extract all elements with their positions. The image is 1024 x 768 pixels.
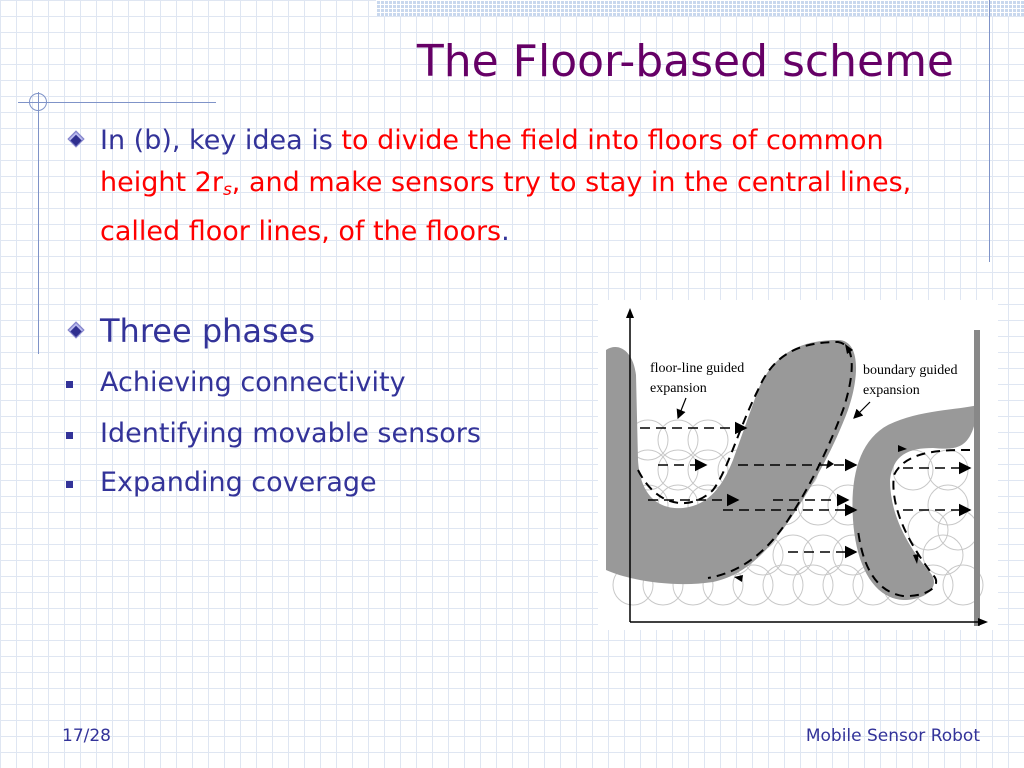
decorative-horizontal-line-left <box>18 102 216 103</box>
key-idea-highlight-1: to divide the field into floors of common height 2r <box>100 125 884 198</box>
decorative-vertical-line-left <box>38 92 39 354</box>
key-idea-intro: In (b), key idea is <box>100 125 342 156</box>
square-bullet-icon <box>66 432 73 439</box>
diamond-bullet-icon <box>68 322 85 339</box>
floor-line-label: floor-line guided expansion <box>650 361 745 396</box>
boundary-guided-label: boundary guided expansion <box>863 363 958 398</box>
floor-based-diagram <box>598 300 998 630</box>
right-boundary-shape <box>852 405 978 600</box>
y-axis-arrowhead <box>626 308 634 318</box>
x-axis-arrowhead <box>978 618 988 626</box>
phase-item: Achieving connectivity <box>100 367 406 398</box>
slide-title: The Floor-based scheme <box>416 36 954 87</box>
right-wall <box>974 330 980 626</box>
key-idea-highlight-2: , and make sensors try to stay in the central lines, called floor lines, of the floors <box>100 167 912 247</box>
header-pattern-band <box>376 0 1024 16</box>
square-bullet-icon <box>66 381 73 388</box>
square-bullet-icon <box>66 481 73 488</box>
key-idea-paragraph <box>100 120 960 253</box>
page-number: 17/28 <box>62 726 111 746</box>
key-idea-subscript: s <box>222 180 232 200</box>
footer-course-title: Mobile Sensor Robot <box>805 726 980 746</box>
three-phases-heading: Three phases <box>100 312 316 350</box>
decorative-circle <box>29 93 47 111</box>
phase-item: Expanding coverage <box>100 467 377 498</box>
diamond-bullet-icon <box>68 131 85 148</box>
left-boundary-shape <box>606 340 856 584</box>
key-idea-end: . <box>501 216 510 247</box>
decorative-vertical-line-right <box>989 0 990 262</box>
phase-item: Identifying movable sensors <box>100 418 481 449</box>
